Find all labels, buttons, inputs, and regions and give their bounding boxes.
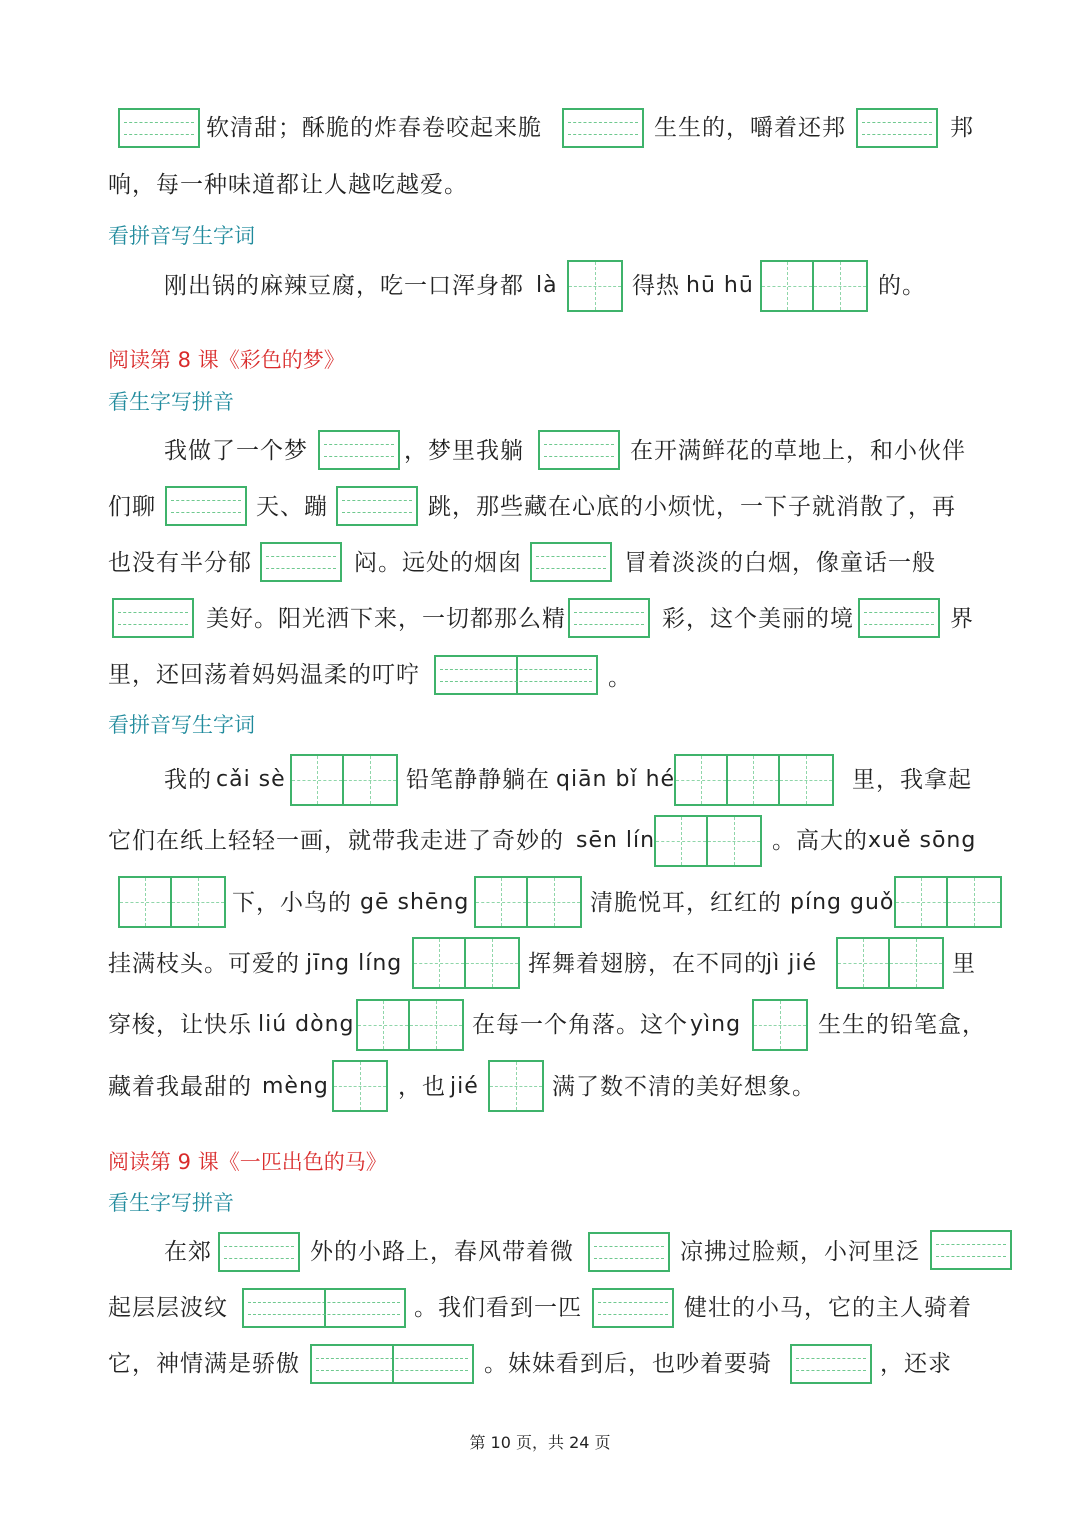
pinyin-prompt: yìng <box>690 1012 742 1037</box>
pinyin-prompt: xuě sōng <box>868 828 977 853</box>
char-box[interactable] <box>836 937 944 989</box>
answer-box[interactable] <box>930 1230 1012 1270</box>
text-line: 。妹妹看到后，也吵着要骑 <box>484 1351 772 1377</box>
pinyin-prompt: jié <box>450 1074 479 1099</box>
text-line: 清脆悦耳，红红的 <box>590 890 782 916</box>
exercise-heading: 看生字写拼音 <box>108 1191 234 1215</box>
text-line: 也没有半分郁 <box>108 550 252 576</box>
answer-box[interactable] <box>568 598 650 638</box>
answer-box[interactable] <box>318 430 400 470</box>
text-line: 铅笔静静躺在 <box>406 767 550 793</box>
text-line: ，也 <box>398 1074 446 1100</box>
answer-box[interactable] <box>858 598 940 638</box>
char-box[interactable] <box>118 876 226 928</box>
text-line: 得热 <box>632 273 680 299</box>
char-box[interactable] <box>356 999 464 1051</box>
answer-box[interactable] <box>588 1232 670 1272</box>
text-line: 外的小路上，春风带着微 <box>310 1239 574 1265</box>
char-box[interactable] <box>654 815 762 867</box>
text-line: 它们在纸上轻轻一画，就带我走进了奇妙的 <box>108 828 564 854</box>
pinyin-prompt: jì jié <box>766 951 817 976</box>
text-line: 生生的，嚼着还邦 <box>654 115 846 141</box>
char-box[interactable] <box>894 876 1002 928</box>
char-box[interactable] <box>752 999 808 1051</box>
char-box[interactable] <box>474 876 582 928</box>
text-line: 闷。远处的烟囱 <box>354 550 522 576</box>
exercise-heading: 看生字写拼音 <box>108 390 234 414</box>
text-line: 起层层波纹 <box>108 1295 228 1321</box>
answer-box[interactable] <box>165 486 247 526</box>
text-line: 冒着淡淡的白烟，像童话一般 <box>624 550 936 576</box>
answer-box[interactable] <box>538 430 620 470</box>
text-line: 穿梭，让快乐 <box>108 1012 252 1038</box>
text-line: 下，小鸟的 <box>232 890 352 916</box>
text-line: 。 <box>608 665 632 691</box>
text-line: 天、蹦 <box>256 494 328 520</box>
answer-box[interactable] <box>856 108 938 148</box>
text-line: 彩，这个美丽的境 <box>662 606 854 632</box>
text-line: 里 <box>952 951 976 977</box>
answer-box[interactable] <box>112 598 194 638</box>
pinyin-prompt: píng guǒ <box>790 890 895 915</box>
char-box[interactable] <box>674 754 834 806</box>
pinyin-prompt: cǎi sè <box>216 767 286 792</box>
answer-box[interactable] <box>592 1288 674 1328</box>
text-line: 在开满鲜花的草地上，和小伙伴 <box>630 438 966 464</box>
exercise-heading: 看拼音写生字词 <box>108 713 255 737</box>
text-line: 挂满枝头。可爱的 <box>108 951 300 977</box>
text-line: 界 <box>950 606 974 632</box>
pinyin-prompt: là <box>536 273 558 298</box>
answer-box[interactable] <box>562 108 644 148</box>
text-line: 邦 <box>950 115 974 141</box>
char-box[interactable] <box>760 260 868 312</box>
text-line: 它，神情满是骄傲 <box>108 1351 300 1377</box>
answer-box[interactable] <box>434 655 598 695</box>
lesson-title: 阅读第 8 课《彩色的梦》 <box>108 348 345 372</box>
pinyin-prompt: hū hū <box>686 273 754 298</box>
exercise-heading: 看拼音写生字词 <box>108 224 255 248</box>
text-line: 。高大的 <box>772 828 868 854</box>
text-line: 们聊 <box>108 494 156 520</box>
char-box[interactable] <box>567 260 623 312</box>
text-line: ，还求 <box>880 1351 952 1377</box>
answer-box[interactable] <box>260 542 342 582</box>
pinyin-prompt: sēn lín <box>576 828 656 853</box>
text-line: 我做了一个梦 <box>164 438 308 464</box>
text-line: 里，还回荡着妈妈温柔的叮咛 <box>108 662 420 688</box>
text-line: 刚出锅的麻辣豆腐，吃一口浑身都 <box>164 273 524 299</box>
char-box[interactable] <box>290 754 398 806</box>
text-line: 软清甜；酥脆的炸春卷咬起来脆 <box>206 115 542 141</box>
page-number: 第 10 页，共 24 页 <box>469 1433 611 1452</box>
text-line: 的。 <box>878 273 926 299</box>
pinyin-prompt: gē shēng <box>360 890 470 915</box>
text-line: 里，我拿起 <box>852 767 972 793</box>
pinyin-prompt: jīng líng <box>306 951 403 976</box>
text-line: 跳，那些藏在心底的小烦忧，一下子就消散了，再 <box>428 494 956 520</box>
answer-box[interactable] <box>310 1344 474 1384</box>
text-line: 我的 <box>164 767 212 793</box>
text-line: 凉拂过脸颊，小河里泛 <box>680 1239 920 1265</box>
text-line: 藏着我最甜的 <box>108 1074 252 1100</box>
pinyin-prompt: liú dòng <box>258 1012 355 1037</box>
text-line: 满了数不清的美好想象。 <box>552 1074 816 1100</box>
answer-box[interactable] <box>336 486 418 526</box>
answer-box[interactable] <box>790 1344 872 1384</box>
text-line: 挥舞着翅膀，在不同的 <box>528 951 768 977</box>
pinyin-prompt: mèng <box>262 1074 329 1099</box>
pinyin-prompt: qiān bǐ hé <box>556 767 676 792</box>
char-box[interactable] <box>332 1060 388 1112</box>
lesson-title: 阅读第 9 课《一匹出色的马》 <box>108 1150 387 1174</box>
text-line: 。我们看到一匹 <box>414 1295 582 1321</box>
answer-box[interactable] <box>242 1288 406 1328</box>
text-line: 响，每一种味道都让人越吃越爱。 <box>108 172 468 198</box>
text-line: 美好。阳光洒下来，一切都那么精 <box>206 606 566 632</box>
answer-box[interactable] <box>218 1232 300 1272</box>
text-line: 在每一个角落。这个 <box>472 1012 688 1038</box>
answer-box[interactable] <box>530 542 612 582</box>
answer-box[interactable] <box>118 108 200 148</box>
text-line: 健壮的小马，它的主人骑着 <box>684 1295 972 1321</box>
char-box[interactable] <box>488 1060 544 1112</box>
text-line: 在郊 <box>164 1239 212 1265</box>
char-box[interactable] <box>412 937 520 989</box>
text-line: 生生的铅笔盒， <box>818 1012 986 1038</box>
text-line: ，梦里我躺 <box>404 438 524 464</box>
